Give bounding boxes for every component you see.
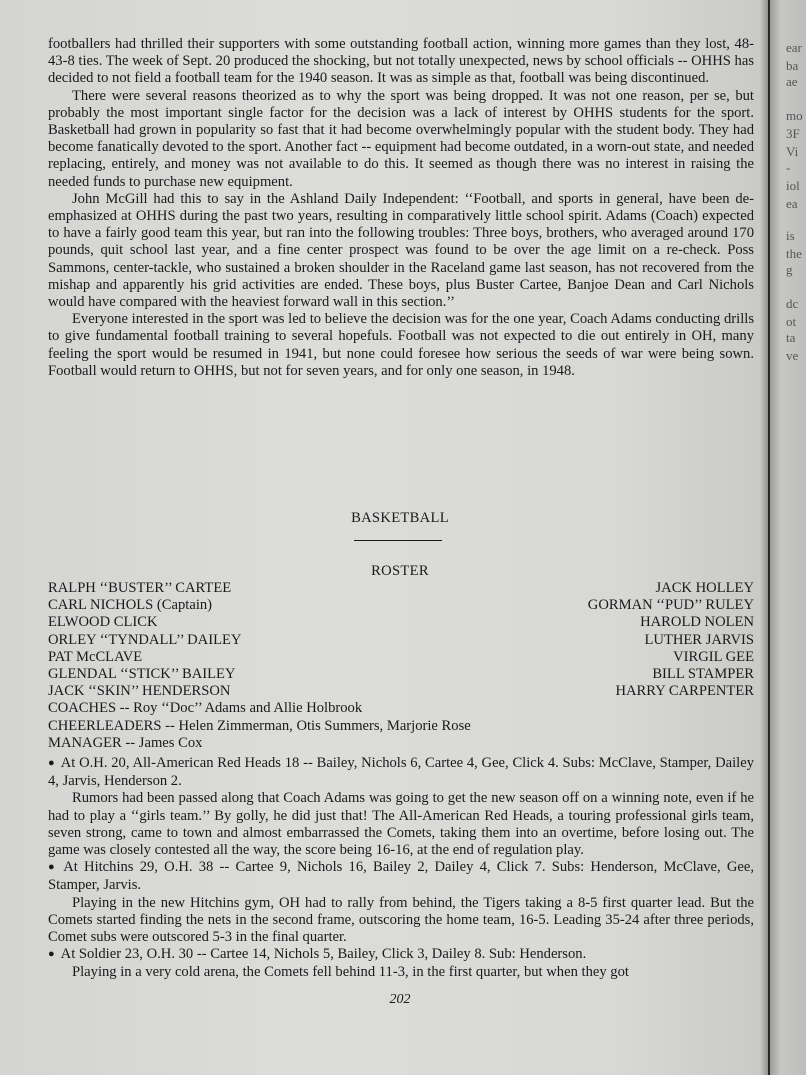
adjacent-fragment: mo [786, 108, 803, 123]
section-heading: BASKETBALL [351, 510, 449, 526]
roster-heading: ROSTER [371, 563, 429, 579]
roster-row [48, 649, 754, 666]
game-reports [48, 755, 754, 982]
roster-player: ELWOOD CLICK [48, 614, 158, 631]
roster-row [48, 666, 754, 683]
paragraph: Everyone interested in the sport was led to believe the decision was for the one year, Coach Adams conducting drills to give fundamental football training to several hopefuls. Football was not expected to die out entirely in OH, many feeling the sport would be resumed in 1941, but none could foresee how serious the seeds of war were being sown. Football would return to OHHS, but not for seven years, and for only one season, in 1948. [48, 311, 754, 379]
coaches-line: COACHES -- Roy ‘‘Doc’’ Adams and Allie Holbrook [48, 700, 363, 717]
roster [48, 580, 754, 752]
roster-player: PAT McCLAVE [48, 648, 143, 665]
adjacent-fragment: ear [786, 40, 802, 55]
roster-player: GORMAN ‘‘PUD’’ RULEY [587, 597, 754, 614]
adjacent-fragment: Vi [786, 144, 799, 159]
adjacent-fragment: 3F [786, 126, 800, 141]
roster-player: JACK ‘‘SKIN’’ HENDERSON [48, 683, 231, 700]
roster-player: GLENDAL ‘‘STICK’’ BAILEY [48, 666, 236, 683]
game-result-text: At Soldier 23, O.H. 30 -- Cartee 14, Nichols 5, Bailey, Click 3, Dailey 8. Sub: Henderson. [60, 946, 587, 963]
cheerleaders-line: CHEERLEADERS -- Helen Zimmerman, Otis Summers, Marjorie Rose [48, 717, 471, 734]
roster-player: ORLEY ‘‘TYNDALL’’ DAILEY [48, 631, 242, 648]
bullet-icon: ● [48, 757, 55, 769]
heading-rule [354, 540, 442, 541]
intro-text [48, 36, 754, 380]
roster-row [48, 614, 754, 631]
game-result [48, 946, 754, 964]
adjacent-fragment: g [786, 262, 793, 277]
adjacent-fragment: ba [786, 58, 799, 73]
adjacent-fragment: ta [786, 330, 796, 345]
roster-player: LUTHER JARVIS [644, 631, 754, 648]
manager-line: MANAGER -- James Cox [48, 734, 203, 751]
roster-row [48, 580, 754, 597]
game-story: Rumors had been passed along that Coach Adams was going to get the new season off on a winning note, even if he had to play a ‘‘girls team.’’ By golly, he did just that! The All-American Red Heads, a touring professional girls team, seven strong, came to town and almost embarrassed the Comets, taking them into an overtime, before losing out. The game was closely contested all the way, the score being 16-16, at the end of regulation play. [48, 790, 754, 859]
roster-row [48, 683, 754, 700]
roster-player: BILL STAMPER [652, 666, 754, 683]
page-number: 202 [389, 992, 411, 1007]
roster-player: HARRY CARPENTER [615, 683, 754, 700]
game-result [48, 859, 754, 894]
paragraph: There were several reasons theorized as to why the sport was being dropped. It was not one reason, per se, but probably the most important single factor for the decision was a lack of interest by OHHS students for the sport. Basketball had grown in popularity so fast that it had become overwhelmingly popular with the student body. They had become fanatically devoted to the sport. Another fact -- equipment had become outdated, in a worn-out state, and needed replacing, entirely, and money was not available to do this. It seemed as though there was no interest in raising the needed funds to purchase new equipment. [48, 87, 754, 190]
paragraph: John McGill had this to say in the Ashland Daily Independent: ‘‘Football, and sports in general, have been de-emphasized at OHHS during the past two years, resulting in comparatively little school spirit. Adams (Coach) expected to have a fairly good team this year, but ran into the following troubles: Three boys, brothers, who averaged around 170 pounds, quit school last year, and a fine center prospect was found to be over the age limit on a re-check. Poss Sammons, center-tackle, who sustained a broken shoulder in the Raceland game last season, has not recovered from the mishap and apparently his grid activities are ended. These boys, plus Buster Cartee, Banjoe Dean and Carl Nichols would have compared with the heaviest forward wall in this section.’’ [48, 190, 754, 311]
bullet-icon: ● [48, 948, 55, 961]
roster-player: CARL NICHOLS (Captain) [48, 597, 213, 614]
paragraph: footballers had thrilled their supporters with some outstanding football action, winning more games than they lost, 48-43-8 ties. The week of Sept. 20 produced the shocking, but not totally unexpected, news by school officials -- OHHS has decided to not field a football team for the 1940 season. It was as simple as that, football was being discontinued. [48, 36, 754, 87]
adjacent-fragment: ea [786, 196, 798, 211]
adjacent-page-edge [770, 0, 806, 1075]
game-result [48, 755, 754, 790]
adjacent-fragment: ot [786, 314, 797, 329]
adjacent-fragment: ae [786, 74, 798, 89]
adjacent-fragment: the [786, 246, 802, 261]
game-result-text: At O.H. 20, All-American Red Heads 18 -- Bailey, Nichols 6, Cartee 4, Gee, Click 4. Subs: McClave, Stamper, Dailey 4, Jarvis, Henderson 2. [48, 755, 754, 790]
adjacent-fragment: is [786, 228, 795, 243]
game-result-text: At Hitchins 29, O.H. 38 -- Cartee 9, Nichols 16, Bailey 2, Dailey 4, Click 7. Subs: Henderson, McClave, Gee, Stamper, Jarvis. [48, 859, 754, 894]
roster-row [48, 597, 754, 614]
bullet-icon: ● [48, 861, 58, 874]
roster-player: RALPH ‘‘BUSTER’’ CARTEE [48, 580, 232, 596]
game-story: Playing in a very cold arena, the Comets fell behind 11-3, in the first quarter, but when they got [72, 964, 629, 981]
roster-player: JACK HOLLEY [655, 580, 754, 596]
roster-player: VIRGIL GEE [673, 648, 754, 665]
game-story: Playing in the new Hitchins gym, OH had to rally from behind, the Tigers taking a 8-5 first quarter lead. But the Comets started finding the nets in the second frame, outscoring the home team, 16-5. Leading 35-24 after three periods, Comet subs were outscored 5-3 in the final quarter. [48, 894, 754, 946]
adjacent-fragment: iol [786, 178, 800, 193]
roster-player: HAROLD NOLEN [640, 614, 754, 631]
adjacent-fragment: dc [786, 296, 799, 311]
page-gutter-shadow [760, 0, 770, 1075]
adjacent-fragment: - [786, 160, 791, 175]
adjacent-fragment: ve [786, 348, 799, 363]
roster-row [48, 632, 754, 649]
